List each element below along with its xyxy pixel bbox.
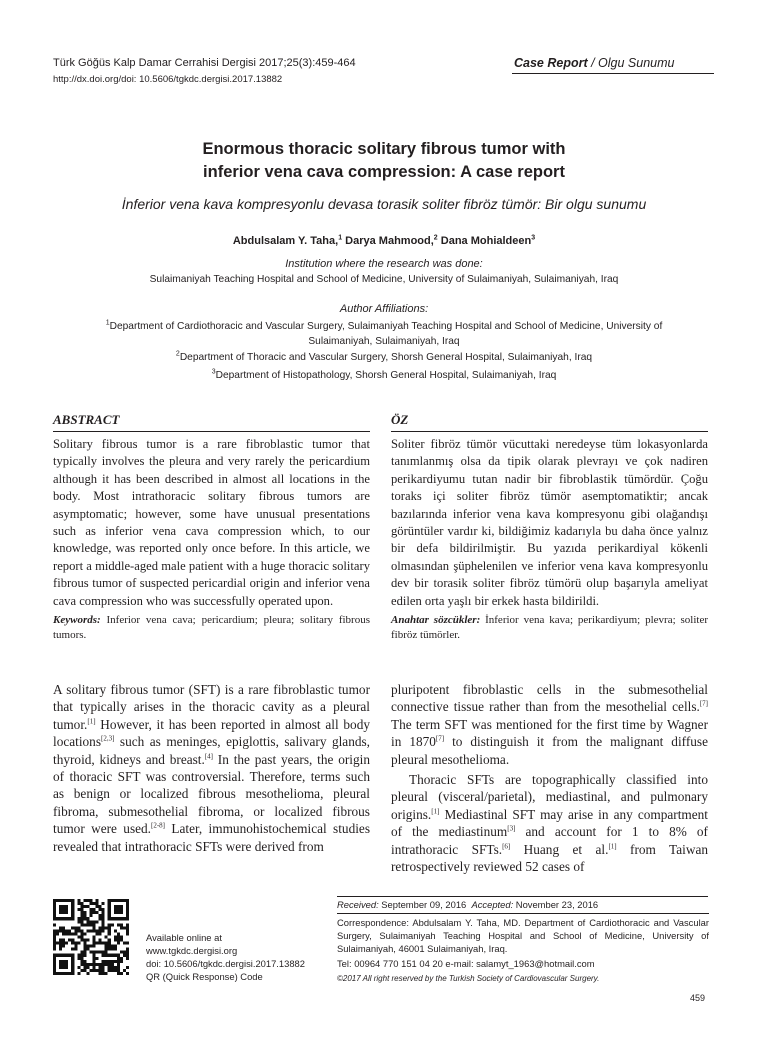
abstract-section — [53, 412, 370, 643]
body-text-run: from Taiwan retrospectively reviewed 52 cases of — [391, 841, 708, 875]
citation-ref[interactable]: [4] — [204, 752, 213, 761]
affiliation-mark: 3 — [211, 368, 216, 376]
online-line: Available online at — [146, 932, 222, 943]
keywords-label: Keywords: — [53, 614, 101, 627]
abstract-keywords — [53, 613, 370, 643]
body-text-run: However, it has been reported in almost all body locations — [53, 716, 370, 750]
affiliation-text: Department of Histopathology, Shorsh General Hospital, Sulaimaniyah, Iraq — [215, 370, 557, 381]
affiliation-2 — [40, 350, 728, 365]
accepted-date: November 23, 2016 — [513, 899, 599, 910]
affiliation-text: Department of Cardiothoracic and Vascular Surgery, Sulaimaniyah Teaching Hospital and School of Medicine, University of — [109, 321, 663, 332]
title-line: Enormous thoracic solitary fibrous tumor with — [202, 140, 566, 158]
keywords-label: Anahtar sözcükler: — [391, 614, 481, 627]
institution: Sulaimaniyah Teaching Hospital and School of Medicine, University of Sulaimaniyah, Sulaimaniyah, Iraq — [149, 274, 619, 285]
keywords-text: İnferior vena kava; perikardiyum; plevra; soliter fibröz tümörler. — [391, 614, 708, 642]
contact-line: Tel: 00964 770 151 04 20 e-mail: salamyt_1963@hotmail.com — [337, 958, 595, 969]
article-type-tr: / Olgu Sunumu — [587, 56, 675, 70]
footer-inner-rule — [337, 913, 709, 914]
oz-heading: ÖZ — [391, 412, 409, 427]
body-text-run: to distinguish it from the malignant diffuse pleural mesothelioma. — [391, 734, 708, 767]
citation-ref[interactable]: [2,3] — [101, 734, 115, 743]
citation-ref[interactable]: [1] — [431, 807, 440, 816]
title-line: inferior vena cava compression: A case report — [203, 163, 565, 181]
body-text-run: Huang et al. — [510, 841, 609, 857]
body-paragraph — [53, 681, 370, 855]
online-availability — [146, 931, 305, 983]
citation-ref[interactable]: [3] — [507, 824, 516, 833]
online-url[interactable]: www.tgkdc.dergisi.org — [146, 945, 238, 956]
body-text-run: A solitary fibrous tumor (SFT) is a rare fibroblastic tumor that typically arises in the thoracic cavity as a pleural tumor. — [53, 682, 370, 732]
author-affiliation-mark: 3 — [531, 234, 536, 242]
author-affiliation-mark: 2 — [433, 234, 438, 242]
affiliation-mark: 1 — [105, 319, 110, 327]
article-doi[interactable]: http://dx.doi.org/doi: 10.5606/tgkdc.dergisi.2017.13882 — [53, 74, 283, 85]
author-affiliation-mark: 1 — [338, 234, 343, 242]
body-paragraph — [391, 771, 708, 875]
abstract-text: Solitary fibrous tumor is a rare fibroblastic tumor that typically involves the pleura and very rarely the pericardium although it has been described in almost all locations in the body. Most intrathoracic solitary fibrous tumors are asymptomatic; however, some have unusual presentations such as inferior vena cava compression which, to our knowledge, was reported only once before. In this article, we report a middle-aged male patient with a huge thoracic solitary fibrous tumor of suspected pericardial origin and inferior vena cava compression who was successfully operated upon. — [53, 437, 370, 608]
body-text-run: Mediastinal SFT may arise in any compartment of the mediastinum — [391, 806, 708, 840]
body-text-run: pluripotent fibroblastic cells in the submesothelial connective tissue rather than from the mesothelial cells. — [391, 682, 708, 715]
header-rule — [512, 73, 714, 74]
accepted-label: Accepted: — [471, 899, 514, 910]
qr-code — [53, 899, 129, 975]
correspondence: Correspondence: Abdulsalam Y. Taha, MD. Department of Cardiothoracic and Vascular Surgery, Sulaimaniyah Teaching Hospital and School of Medicine, University of Sulaimaniyah, 46001 Sulaimaniyah, Iraq. — [337, 917, 709, 954]
body-text-run: Thoracic SFTs are topographically classified into pleural (visceral/parietal), mediastinal, and pulmonary origins. — [391, 772, 708, 822]
online-doi: doi: 10.5606/tgkdc.dergisi.2017.13882 — [146, 958, 305, 969]
author-name: Darya Mahmood, — [342, 235, 434, 247]
abstract-heading: ABSTRACT — [53, 412, 120, 427]
institution-label: Institution where the research was done: — [285, 258, 483, 270]
oz-text: Soliter fibröz tümör vücuttaki neredeyse tüm lokasyonlarda tanımlanmış olsa da tipik olarak plevrayı ve çok nadiren perikardiyumu tutan nadir bir fibroblastik tümördür. Çoğu toraks içi soliter fibröz tümör asemptomatiktir; ancak bazılarında inferior vena kava kompresyonu gibi olağandışı görüntüler vardır ki, bildiğimiz kadarıyla bu daha önce yalnız bir defa bildirilmiştir. Bu yazıda perikardiyal kökenli olmasından şüphelenilen ve inferior vena kava kompresyonlu dev bir torasik soliter fibröz tümörü olup başarıyla ameliyat edilen orta yaşlı bir erkek hasta bildirildi. — [391, 437, 708, 608]
citation-ref[interactable]: [1] — [608, 842, 617, 851]
citation-ref[interactable]: [7] — [699, 699, 708, 708]
citation-ref[interactable]: [1] — [87, 717, 96, 726]
dates-line — [337, 898, 709, 911]
article-type-en: Case Report — [514, 56, 588, 70]
citation-ref[interactable]: [7] — [435, 734, 445, 743]
received-label: Received: — [337, 899, 379, 910]
affiliation-text: Department of Thoracic and Vascular Surgery, Shorsh General Hospital, Sulaimaniyah, Iraq — [179, 352, 593, 363]
page-number: 459 — [690, 993, 706, 1003]
affiliation-mark: 2 — [175, 350, 180, 358]
oz-keywords — [391, 613, 708, 643]
body-text-run: and account for 1 to 8% of intrathoracic SFTs. — [391, 824, 708, 857]
affiliations-label: Author Affiliations: — [339, 303, 429, 315]
keywords-text: Inferior vena cava; pericardium; pleura; solitary fibrous tumors. — [53, 614, 370, 642]
body-column-right — [391, 681, 708, 875]
body-paragraph — [391, 681, 708, 768]
copyright: ©2017 All right reserved by the Turkish Society of Cardiovascular Surgery. — [337, 974, 600, 983]
citation-ref[interactable]: [6] — [502, 842, 511, 851]
affiliation-1-cont: Sulaimaniyah, Sulaimaniyah, Iraq — [308, 336, 460, 347]
body-text-run: Later, immunohistochemical studies revealed that intrathoracic SFTs were derived from — [53, 821, 370, 854]
body-text-run: In the past years, the origin of thoracic SFT was controversial. Therefore, terms such as benign or localized fibrous mesothelioma, pleural fibroma, submesothelial fibroma, or localized fibrous tumor were used. — [53, 751, 370, 837]
author-name: Dana Mohialdeen — [437, 235, 532, 247]
article-type — [514, 56, 675, 70]
body-text-run: such as meninges, epiglottis, salivary glands, thyroid, kidneys and breast. — [53, 734, 370, 767]
citation-ref[interactable]: [2-8] — [151, 821, 165, 830]
oz-rule — [391, 431, 708, 432]
affiliation-3 — [40, 368, 728, 383]
body-column-left — [53, 681, 370, 855]
received-date: September 09, 2016 — [378, 899, 467, 910]
body-text-run: The term SFT was mentioned for the first time by Wagner in 1870 — [391, 716, 708, 750]
footer-info — [337, 898, 709, 985]
article-title — [90, 138, 678, 184]
abstract-rule — [53, 431, 370, 432]
footer-rule — [337, 896, 708, 897]
online-line: QR (Quick Response) Code — [146, 971, 263, 982]
journal-citation: Türk Göğüs Kalp Damar Cerrahisi Dergisi 2017;25(3):459-464 — [53, 57, 356, 69]
article-subtitle: İnferior vena kava kompresyonlu devasa torasik soliter fibröz tümör: Bir olgu sunumu — [121, 196, 647, 212]
author-name: Abdulsalam Y. Taha, — [232, 235, 339, 247]
author-list — [40, 235, 728, 247]
affiliation-1 — [40, 319, 728, 334]
oz-section — [391, 412, 708, 643]
